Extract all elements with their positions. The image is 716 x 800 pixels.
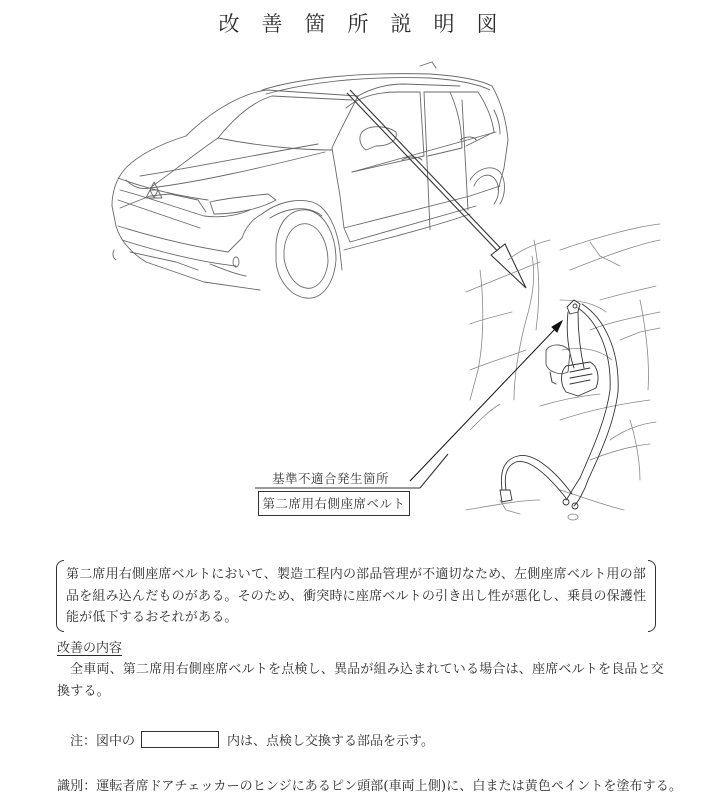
note-prefix: 注：図中の	[70, 734, 136, 749]
summary-box	[56, 560, 656, 632]
callout-part-box: 第二席用右側座席ベルト	[258, 491, 410, 516]
note-suffix: 内は、点検し交換する部品を示す。	[227, 734, 434, 749]
note-legend-box	[141, 731, 219, 748]
seat-belt-assembly	[500, 300, 618, 509]
improvement-body: 全車両、第二席用右側座席ベルトを点検し、異品が組み込まれている場合は、座席ベルトを良品と交換する。	[57, 662, 665, 699]
pointer-arrow	[347, 90, 526, 288]
bracket-left	[56, 560, 64, 632]
identification-text: 識別：運転者席ドアチェッカーのヒンジにあるピン頭部(車両上側)に、白または黄色ペイントを塗布する。	[57, 779, 682, 794]
summary-text: 第二席用右側座席ベルトにおいて、製造工程内の部品管理が不適切なため、左側座席ベルト用の部品を組み込んだものがある。そのため、衝突時に座席ベルトの引き出し性が悪化し、乗員の保護性能が低下するおそれがある。	[66, 567, 647, 625]
seat-belt-drawing	[466, 224, 660, 520]
bracket-right	[648, 560, 656, 632]
vehicle-drawing	[112, 62, 508, 298]
page-title: 改善箇所説明図	[218, 12, 520, 36]
note	[70, 730, 434, 749]
improvement-heading: 改善の内容	[57, 641, 123, 656]
callout-arrow	[410, 321, 562, 481]
callout-label: 基準不適合発生箇所	[272, 471, 390, 486]
